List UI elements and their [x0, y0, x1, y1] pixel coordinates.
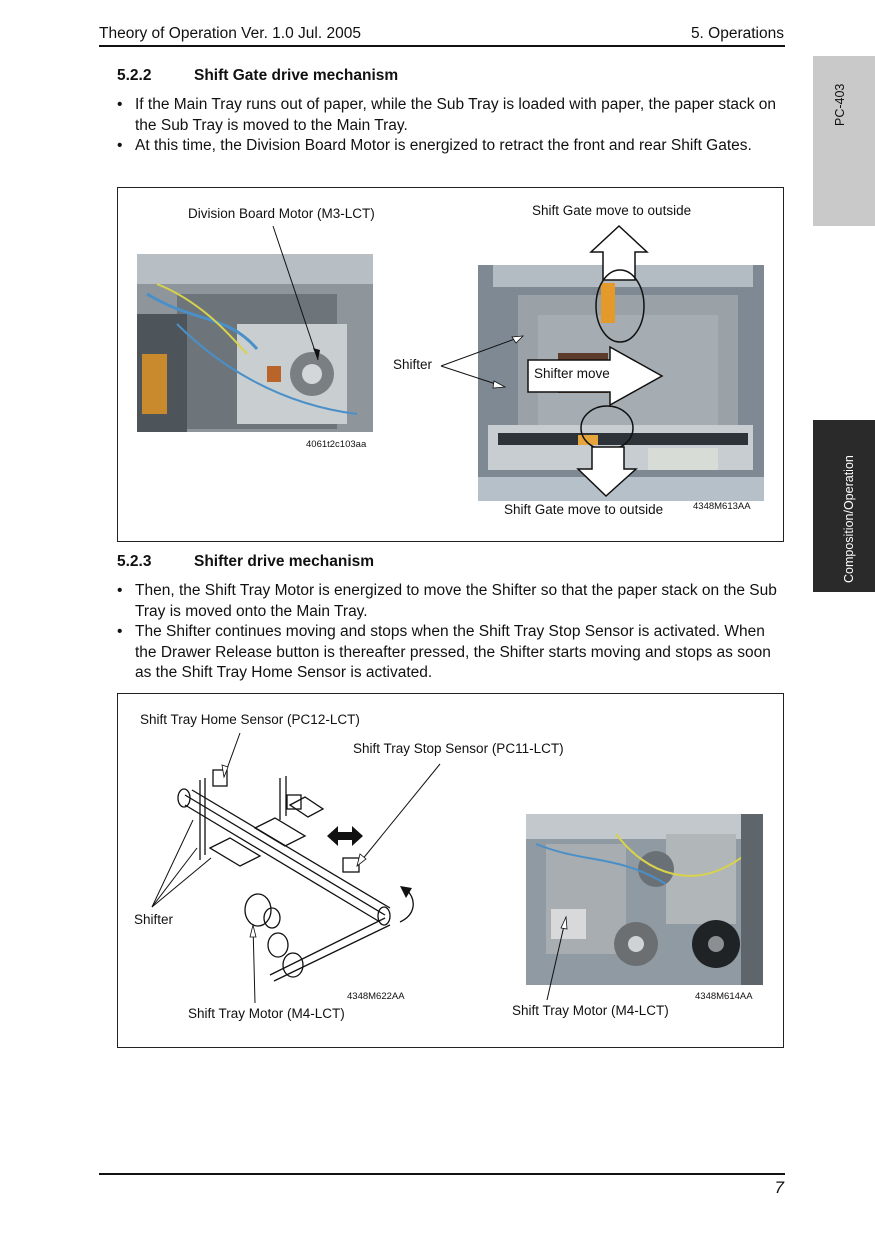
section-number: 5.2.3 [117, 553, 152, 570]
running-header-chapter: 5. Operations [690, 25, 784, 42]
running-header-title: Theory of Operation Ver. 1.0 Jul. 2005 [99, 25, 361, 42]
figure-code-right: 4348M613AA [693, 501, 751, 512]
bullet-item: • If the Main Tray runs out of paper, while the Sub Tray is loaded with paper, the paper stack on the Sub Tray is moved to the Main Tray. [117, 95, 787, 136]
label-shifter-2: Shifter [134, 912, 174, 927]
figure-code-left: 4061t2c103aa [306, 439, 367, 450]
bullet-item: • At this time, the Division Board Motor is energized to retract the front and rear Shift Gates. [117, 136, 787, 157]
side-tab-chapter-label: Composition/Operation [842, 455, 856, 583]
label-shift-tray-motor-right: Shift Tray Motor (M4-LCT) [512, 1003, 669, 1018]
figure-code-right-2: 4348M614AA [695, 991, 753, 1002]
label-shifter: Shifter [393, 357, 433, 372]
label-shift-tray-stop-sensor: Shift Tray Stop Sensor (PC11-LCT) [353, 741, 564, 756]
label-shift-tray-home-sensor: Shift Tray Home Sensor (PC12-LCT) [140, 712, 360, 727]
section-title: Shifter drive mechanism [194, 553, 375, 570]
section-number: 5.2.2 [117, 67, 152, 84]
page-number: 7 [774, 1178, 784, 1197]
section-title: Shift Gate drive mechanism [194, 67, 399, 84]
label-shift-gate-top: Shift Gate move to outside [532, 203, 692, 218]
label-division-board-motor: Division Board Motor (M3-LCT) [188, 206, 375, 221]
figure-code-left-2: 4348M622AA [347, 991, 405, 1002]
label-shifter-move: Shifter move [534, 366, 610, 381]
label-shift-gate-bottom: Shift Gate move to outside [504, 502, 664, 517]
footer-rule [99, 1173, 785, 1175]
bullet-item: • The Shifter continues moving and stops when the Shift Tray Stop Sensor is activated. When the Drawer Release button is thereafter pressed, the Shifter starts moving and stops as soon as the Shift Tray Home Sensor is activated. [117, 622, 787, 684]
label-shift-tray-motor-left: Shift Tray Motor (M4-LCT) [188, 1006, 345, 1021]
side-tab-model-label: PC-403 [833, 83, 847, 126]
bullet-item: • Then, the Shift Tray Motor is energized to move the Shifter so that the paper stack on the Sub Tray is moved onto the Main Tray. [117, 581, 787, 622]
